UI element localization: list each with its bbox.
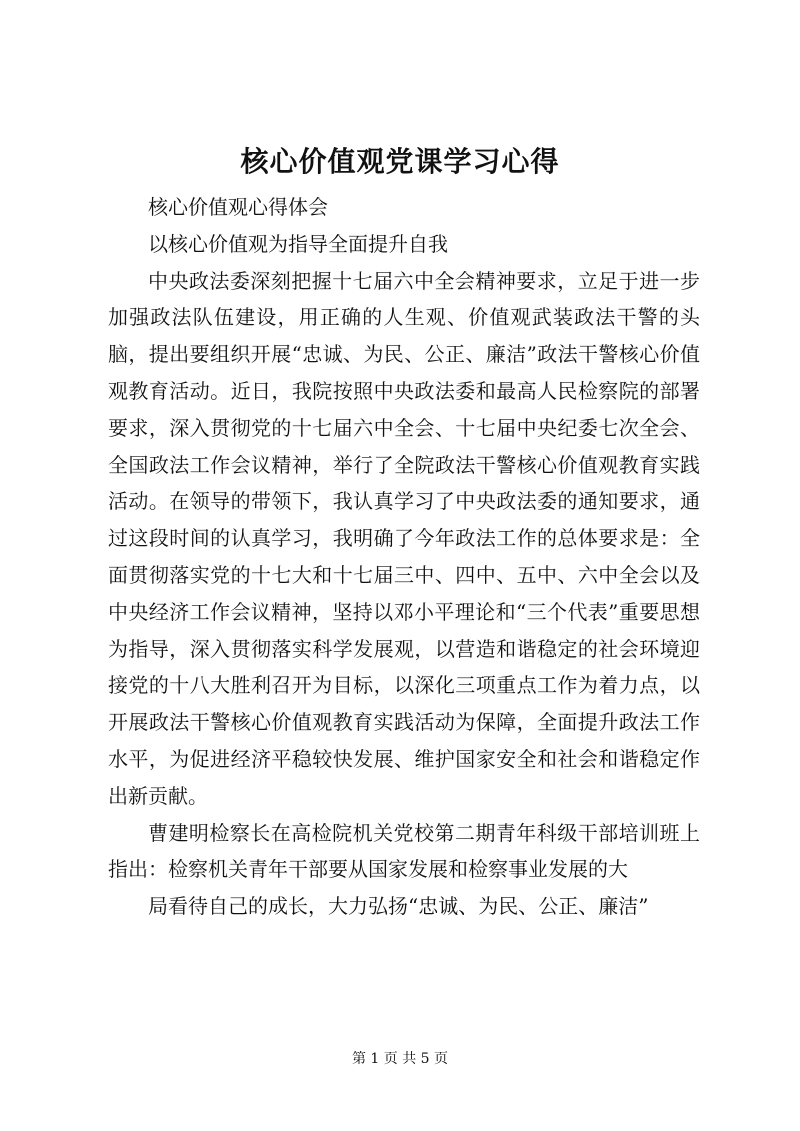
document-body [108,189,700,925]
body-paragraph: 中央政法委深刻把握十七届六中全会精神要求，立足于进一步加强政法队伍建设，用正确的人生观、价值观武装政法干警的头脑，提出要组织开展“忠诚、为民、公正、廉洁”政法干警核心价值观教育活动。近日，我院按照中央政法委和最高人民检察院的部署要求，深入贯彻党的十七届六中全会、十七届中央纪委七次全会、全国政法工作会议精神，举行了全院政法干警核心价值观教育实践活动。在领导的带领下，我认真学习了中央政法委的通知要求，通过这段时间的认真学习，我明确了今年政法工作的总体要求是：全面贯彻落实党的十七大和十七届三中、四中、五中、六中全会以及中央经济工作会议精神，坚持以邓小平理论和“三个代表”重要思想为指导，深入贯彻落实科学发展观，以营造和谐稳定的社会环境迎接党的十八大胜利召开为目标，以深化三项重点工作为着力点，以开展政法干警核心价值观教育实践活动为保障，全面提升政法工作水平，为促进经济平稳较快发展、维护国家安全和社会和谐稳定作出新贡献。 [108,268,700,808]
body-paragraph: 曹建明检察长在高检院机关党校第二期青年科级干部培训班上指出：检察机关青年干部要从国家发展和检察事业发展的大 [108,820,700,882]
body-paragraph: 局看待自己的成长，大力弘扬“忠诚、为民、公正、廉洁” [148,894,649,919]
page-number-footer: 第 1 页 共 5 页 [351,1051,449,1067]
heading-paragraph: 以核心价值观为指导全面提升自我 [148,231,448,256]
document-title: 核心价值观党课学习心得 [240,145,560,178]
subtitle-paragraph: 核心价值观心得体会 [148,195,328,219]
